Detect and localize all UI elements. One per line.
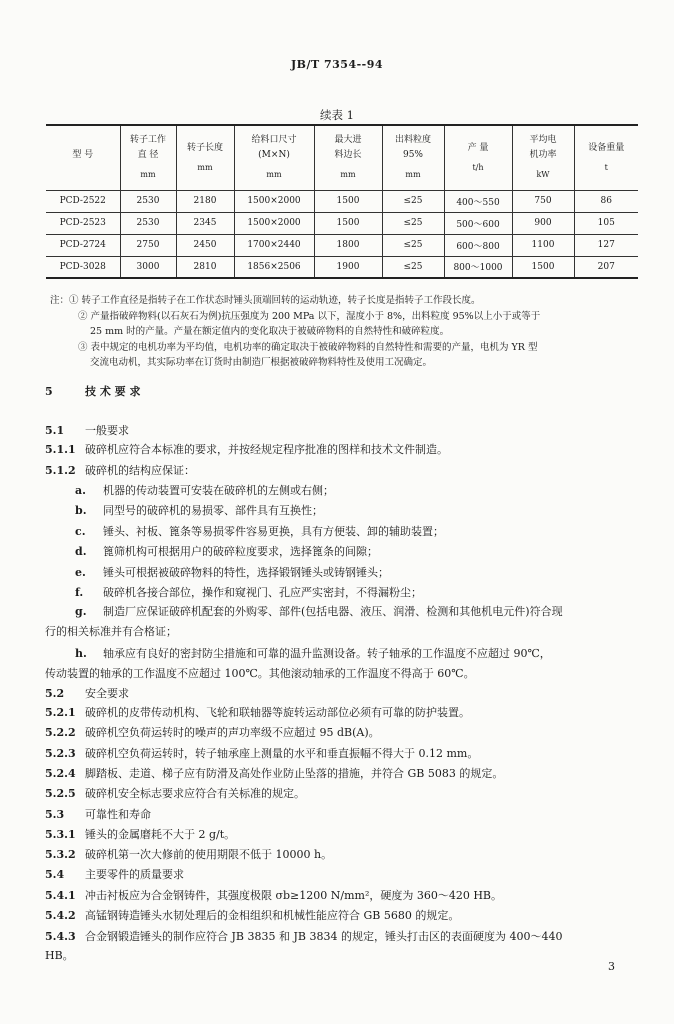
body-line	[45, 685, 129, 701]
section-text: 破碎机安全标志要求应符合有关标准的规定。	[85, 787, 305, 800]
section-number: a.	[75, 484, 86, 497]
table-cell: 2530	[120, 212, 176, 234]
section-text: 一般要求	[85, 424, 129, 437]
table-cell: 1856×2506	[234, 256, 314, 278]
section-text: 制造厂应保证破碎机配套的外购零、部件(包括电器、液压、润滑、检测和其他机电元件)符合现	[103, 605, 563, 618]
header-l1: 型 号	[72, 150, 94, 161]
header-l3: mm	[197, 162, 213, 172]
table-cell: 1100	[512, 234, 574, 256]
header-l3: mm	[266, 170, 282, 180]
body-line	[45, 806, 151, 822]
table-cell: 1700×2440	[234, 234, 314, 256]
table-cell: 2810	[176, 256, 234, 278]
section-text: 脚踏板、走道、梯子应有防滑及高处作业防止坠落的措施，并符合 GB 5083 的规定。	[85, 767, 504, 780]
body-line	[45, 543, 378, 559]
table-cell: ≤25	[382, 256, 444, 278]
body-line	[45, 383, 141, 399]
section-text: 破碎机应符合本标准的要求，并按经规定程序批准的图样和技术文件制造。	[85, 443, 448, 456]
table-header-cell	[120, 125, 176, 190]
table-cell: 1500	[314, 212, 382, 234]
header-l3: t	[604, 162, 608, 172]
note-line: ② 产量指破碎物料(以石灰石为例)抗压强度为 200 MPa 以下，湿度小于 8%，出料粒度 95%以上小于或等于	[78, 310, 541, 322]
section-number: 5.2	[45, 687, 65, 700]
body-line	[45, 523, 444, 539]
section-text: 高锰钢铸造锤头水韧处理后的金相组织和机械性能应符合 GB 5680 的规定。	[85, 909, 460, 922]
table-header-cell	[176, 125, 234, 190]
section-number: d.	[75, 545, 87, 558]
table-cell: 2750	[120, 234, 176, 256]
table-header-cell	[382, 125, 444, 190]
table-cell: 400～550	[444, 190, 512, 212]
table-cell: 800～1000	[444, 256, 512, 278]
section-text: 破碎机空负荷运转时的噪声的声功率级不应超过 95 dB(A)。	[85, 726, 380, 739]
table-cell: 2450	[176, 234, 234, 256]
section-number: 5.1.1	[45, 443, 76, 456]
body-line	[45, 584, 422, 600]
body-line	[45, 422, 129, 438]
standard-number: JB/T 7354--94	[290, 58, 384, 71]
header-l1: 产 量	[467, 142, 489, 153]
section-text: HB。	[45, 949, 74, 962]
table-cell: 105	[574, 212, 638, 234]
section-text: 可靠性和寿命	[85, 808, 151, 821]
table-caption: 续表 1	[320, 108, 354, 122]
body-line	[45, 724, 380, 740]
section-text: 篦筛机构可根据用户的破碎粒度要求，选择篦条的间隙；	[103, 545, 378, 558]
table-cell: 127	[574, 234, 638, 256]
header-l3: mm	[140, 170, 156, 180]
note-line: 交流电动机，其实际功率在订货时由制造厂根据被破碎物料特性及使用工况确定。	[90, 357, 433, 368]
body-line	[45, 623, 177, 639]
table-cell: 3000	[120, 256, 176, 278]
header-l2: 料边长	[334, 150, 362, 161]
section-number: f.	[75, 586, 84, 599]
section-text: 锤头可根据被破碎物料的特性，选择锻钢锤头或铸钢锤头；	[103, 566, 389, 579]
header-l3: mm	[340, 170, 356, 180]
section-number: 5.3.2	[45, 848, 76, 861]
section-text: 轴承应有良好的密封防尘措施和可靠的温升监测设备。转子轴承的工作温度不应超过 90℃，	[103, 647, 551, 660]
table-header-cell	[234, 125, 314, 190]
section-number: h.	[75, 647, 87, 660]
note-line: 25 mm 时的产量。产量在额定值内的变化取决于被破碎物料的自然特性和破碎粒度。	[90, 326, 450, 337]
table-header-cell	[574, 125, 638, 190]
header-l3: t/h	[472, 162, 484, 172]
header-l1: 平均电	[529, 135, 557, 146]
table-header-row	[46, 125, 638, 190]
table-cell: ≤25	[382, 234, 444, 256]
section-text: 破碎机的结构应保证：	[85, 464, 195, 477]
section-text: 破碎机各接合部位，操作和窥视门、孔应严实密封，不得漏粉尘；	[103, 586, 422, 599]
section-number: 5.1.2	[45, 464, 76, 477]
header-l3: kW	[536, 170, 550, 180]
body-line	[45, 502, 323, 518]
body-line	[45, 704, 470, 720]
body-line	[45, 665, 475, 681]
spec-table	[46, 124, 638, 279]
body-line	[45, 826, 235, 842]
body-line	[45, 887, 502, 903]
section-number: 5.4.1	[45, 889, 76, 902]
section-number: 5.2.5	[45, 787, 76, 800]
body-line	[45, 603, 563, 619]
note-line: 注：① 转子工作直径是指转子在工作状态时锤头顶端回转的运动轨迹，转子长度是指转子工作段长度。	[50, 295, 481, 306]
section-number: 5.2.1	[45, 706, 76, 719]
section-text: 机器的传动装置可安装在破碎机的左侧或右侧；	[103, 484, 334, 497]
header-l1: 出料粒度	[394, 135, 431, 146]
table-cell: 1500×2000	[234, 190, 314, 212]
section-number: 5.3	[45, 808, 65, 821]
table-cell: 900	[512, 212, 574, 234]
note-line: ③ 表中规定的电机功率为平均值，电机功率的确定取决于被破碎物料的自然特性和需要的产量，电机为 YR 型	[78, 341, 538, 353]
table-header-cell	[444, 125, 512, 190]
body-line	[45, 947, 74, 963]
body-line	[45, 866, 184, 882]
section-number: 5.4.3	[45, 930, 76, 943]
section-text: 冲击衬板应为合金钢铸件，其强度极限 σb≥1200 N/mm²，硬度为 360～420 HB。	[85, 889, 503, 902]
header-l1: 给料口尺寸	[251, 135, 297, 146]
table-cell: PCD-3028	[46, 256, 120, 278]
body-line	[45, 745, 478, 761]
body-line	[45, 441, 448, 457]
section-number: 5.4	[45, 868, 65, 881]
section-text: 锤头的金属磨耗不大于 2 g/t。	[85, 828, 236, 841]
table-row	[46, 256, 638, 278]
header-l2: (M×N)	[258, 150, 290, 161]
section-number: e.	[75, 566, 86, 579]
table-cell: 500～600	[444, 212, 512, 234]
table-cell: 1500	[512, 256, 574, 278]
header-l2: 95%	[402, 150, 423, 161]
table-cell: 1500×2000	[234, 212, 314, 234]
body-line	[45, 564, 389, 580]
section-text: 破碎机空负荷运转时，转子轴承座上测量的水平和垂直振幅不得大于 0.12 mm。	[85, 747, 479, 760]
table-row	[46, 234, 638, 256]
header-l1: 转子工作	[129, 135, 166, 146]
table-cell: 1900	[314, 256, 382, 278]
header-l1: 转子长度	[186, 142, 223, 153]
body-line	[45, 462, 195, 478]
table-cell: 2530	[120, 190, 176, 212]
page-number: 3	[608, 960, 615, 973]
section-number: 5.2.4	[45, 767, 76, 780]
body-line	[45, 482, 334, 498]
table-cell: 750	[512, 190, 574, 212]
table-cell: PCD-2724	[46, 234, 120, 256]
header-l3: mm	[405, 170, 421, 180]
table-cell: 207	[574, 256, 638, 278]
section-number: g.	[75, 605, 87, 618]
table-cell: 1500	[314, 190, 382, 212]
section-text: 行的相关标准并有合格证；	[45, 625, 177, 638]
body-line	[45, 645, 551, 661]
table-row	[46, 212, 638, 234]
table-notes	[50, 293, 650, 371]
table-cell: ≤25	[382, 212, 444, 234]
section-number: b.	[75, 504, 87, 517]
table-cell: 1800	[314, 234, 382, 256]
section-number: 5.3.1	[45, 828, 76, 841]
section-text: 破碎机的皮带传动机构、飞轮和联轴器等旋转运动部位必须有可靠的防护装置。	[85, 706, 470, 719]
table-cell: 2180	[176, 190, 234, 212]
body-line	[45, 907, 459, 923]
header-l1: 最大进	[334, 135, 362, 146]
table-cell: ≤25	[382, 190, 444, 212]
table-header-cell	[512, 125, 574, 190]
section-number: 5.2.3	[45, 747, 76, 760]
body-line	[45, 928, 562, 944]
body-line	[45, 846, 332, 862]
section-number: 5.4.2	[45, 909, 76, 922]
table-header-cell	[314, 125, 382, 190]
table-cell: PCD-2522	[46, 190, 120, 212]
table-cell: PCD-2523	[46, 212, 120, 234]
table-row	[46, 190, 638, 212]
table-cell: 2345	[176, 212, 234, 234]
section-text: 主要零件的质量要求	[85, 868, 184, 881]
section-text: 同型号的破碎机的易损零、部件具有互换性；	[103, 504, 323, 517]
section-number: c.	[75, 525, 86, 538]
header-l2: 机功率	[529, 150, 557, 161]
table-header-cell	[46, 125, 120, 190]
section-text: 锤头、衬板、篦条等易损零件容易更换，具有方便装、卸的辅助装置；	[103, 525, 444, 538]
section-text: 传动装置的轴承的工作温度不应超过 100℃。其他滚动轴承的工作温度不得高于 60℃。	[45, 667, 475, 680]
table-cell: 86	[574, 190, 638, 212]
section-number: 5.1	[45, 424, 65, 437]
section-number: 5	[45, 385, 53, 398]
section-text: 合金钢锻造锤头的制作应符合 JB 3835 和 JB 3834 的规定，锤头打击区的表面硬度为 400～440	[85, 930, 563, 943]
section-number: 5.2.2	[45, 726, 76, 739]
header-l2: 直 径	[137, 150, 159, 161]
table-cell: 600～800	[444, 234, 512, 256]
section-text: 破碎机第一次大修前的使用期限不低于 10000 h。	[85, 848, 333, 861]
body-line	[45, 785, 305, 801]
header-l1: 设备重量	[588, 142, 625, 153]
section-text: 安全要求	[85, 687, 129, 700]
body-line	[45, 765, 503, 781]
section-text: 技 术 要 求	[85, 385, 141, 398]
